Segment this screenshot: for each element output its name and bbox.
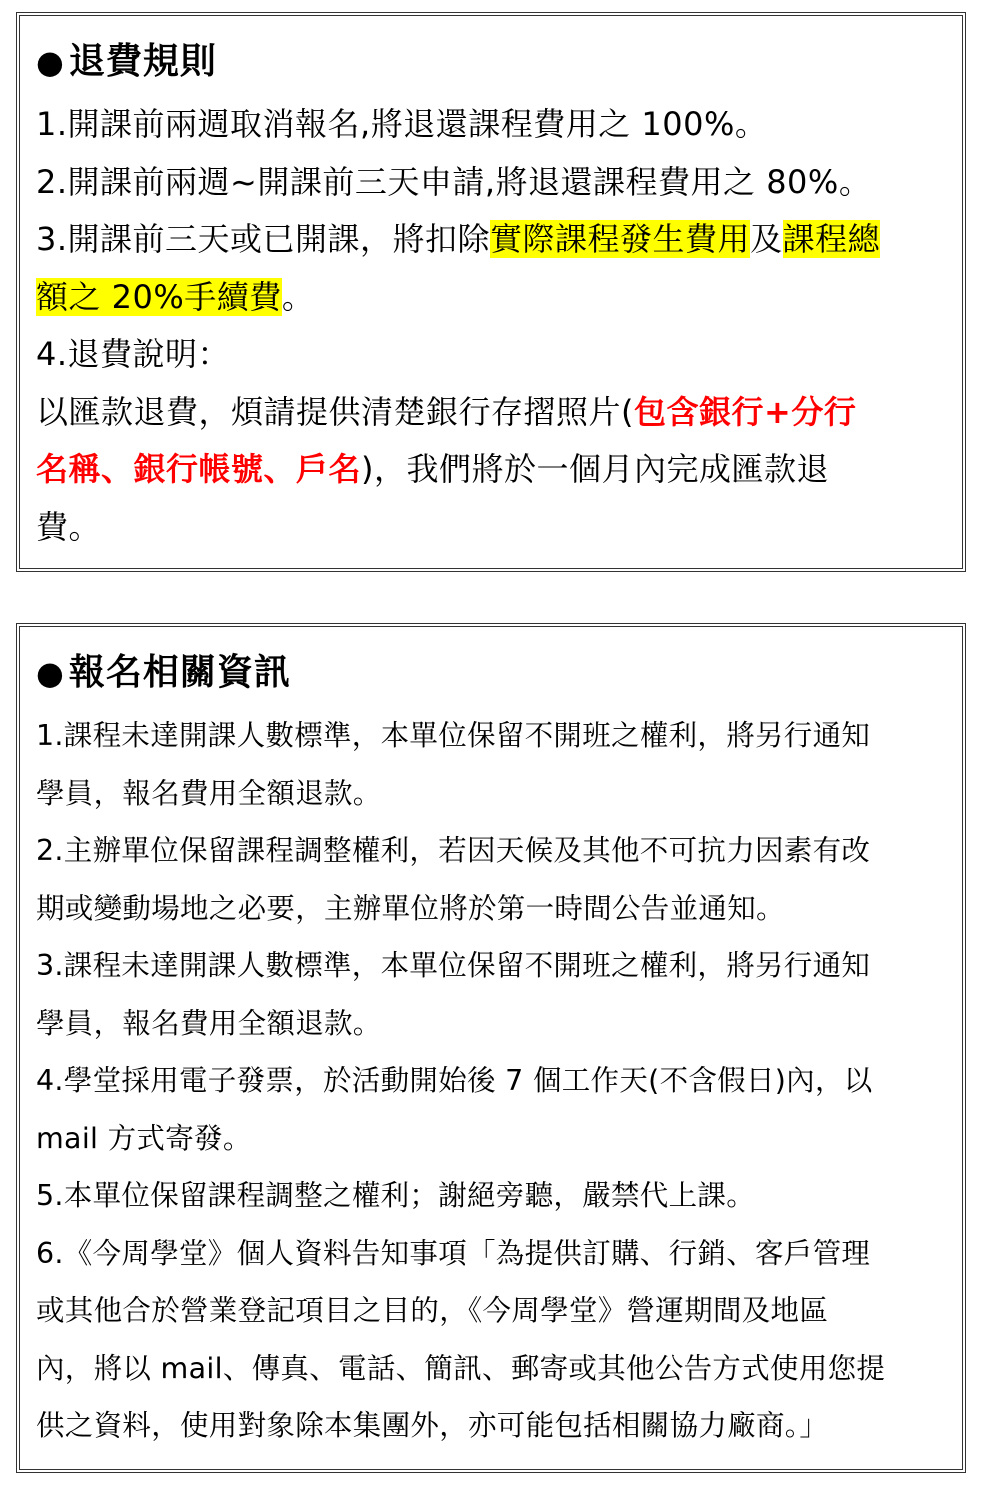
highlight-actual-cost: 實際課程發生費用 [490, 220, 751, 258]
refund-rule-3-line-b [36, 269, 948, 327]
refund-explain-line-2 [36, 441, 948, 499]
refund-rule-3-line-a [36, 211, 948, 269]
highlight-fee-b: 額之 20%手續費 [36, 277, 282, 316]
info-line: 學員，報名費用全額退款。 [36, 1006, 382, 1040]
refund-rule-1: 1.開課前兩週取消報名,將退還課程費用之 100%。 [36, 105, 768, 143]
refund-rules-title: 退費規則 [68, 41, 217, 82]
registration-info-box [16, 623, 966, 1473]
info-line: 期或變動場地之必要，主辦單位將於第一時間公告並通知。 [36, 891, 785, 925]
refund-rule-3-prefix: 3.開課前三天或已開課，將扣除 [36, 220, 491, 258]
refund-rules-box [16, 12, 966, 572]
bullet-icon: ● [36, 43, 65, 81]
highlight-fee-a: 課程總 [782, 220, 881, 258]
info-line: 學員，報名費用全額退款。 [36, 776, 382, 810]
info-line: mail 方式寄發。 [36, 1121, 252, 1155]
info-line: 1.課程未達開課人數標準，本單位保留不開班之權利，將另行通知 [36, 719, 871, 752]
refund-rules-heading [36, 40, 948, 84]
registration-info-heading [36, 651, 948, 695]
registration-info-title: 報名相關資訊 [68, 652, 291, 693]
refund-rule-4-title: 4.退費說明： [36, 335, 231, 373]
refund-rule-2: 2.開課前兩週~開課前三天申請,將退還課程費用之 80%。 [36, 162, 872, 201]
refund-rule-3-mid: 及 [750, 220, 783, 258]
info-line: 2.主辦單位保留課程調整權利，若因天候及其他不可抗力因素有改 [36, 834, 871, 867]
refund-explain-red-2: 名稱、銀行帳號、戶名 [36, 450, 362, 488]
info-line: 4.學堂採用電子發票，於活動開始後 7 個工作天(不含假日)內，以 [36, 1064, 873, 1097]
info-line: 內，將以 mail、傳真、電話、簡訊、郵寄或其他公告方式使用您提 [36, 1351, 886, 1385]
info-line: 3.課程未達開課人數標準，本單位保留不開班之權利，將另行通知 [36, 949, 871, 982]
info-line: 6.《今周學堂》個人資料告知事項「為提供訂購、行銷、客戶管理 [36, 1236, 871, 1270]
refund-explain-line-1 [36, 384, 948, 442]
info-line: 或其他合於營業登記項目之目的，《今周學堂》營運期間及地區 [36, 1294, 829, 1327]
info-line: 5.本單位保留課程調整之權利；謝絕旁聽，嚴禁代上課。 [36, 1179, 755, 1212]
refund-rules-content [36, 96, 948, 556]
refund-explain-line-3: 費。 [36, 507, 102, 546]
refund-explain-part2: )，我們將於一個月內完成匯款退 [361, 450, 830, 488]
refund-rule-3-suffix: 。 [281, 277, 315, 316]
bullet-icon: ● [36, 654, 65, 692]
registration-info-content [36, 707, 948, 1455]
refund-explain-red-1: 包含銀行+分行 [634, 392, 857, 431]
info-line: 供之資料，使用對象除本集團外，亦可能包括相關協力廠商。」 [36, 1409, 829, 1442]
refund-explain-part1: 以匯款退費，煩請提供清楚銀行存摺照片( [36, 392, 634, 431]
